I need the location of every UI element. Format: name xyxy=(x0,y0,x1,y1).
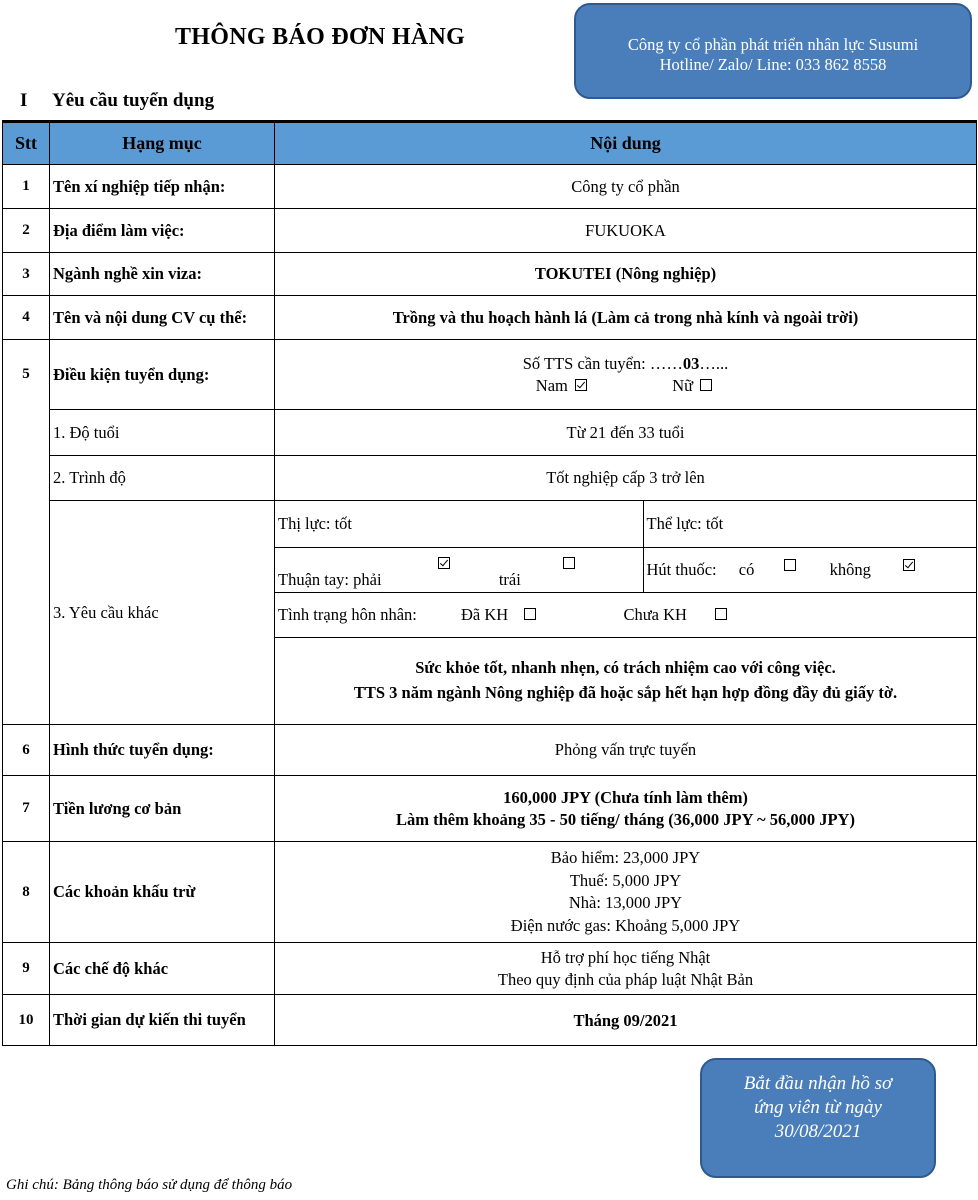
row-label: Các khoản khấu trừ xyxy=(50,842,275,943)
section-title: Yêu cầu tuyển dụng xyxy=(52,90,215,111)
smoking-label: Hút thuốc: xyxy=(646,560,717,579)
row-value: Trồng và thu hoạch hành lá (Làm cả trong nhà kính và ngoài trời) xyxy=(275,296,977,340)
row-value: FUKUOKA xyxy=(275,209,977,253)
page-title: THÔNG BÁO ĐƠN HÀNG xyxy=(175,24,466,50)
row-label: Tên xí nghiệp tiếp nhận: xyxy=(50,165,275,209)
application-line1: Bắt đầu nhận hồ sơ xyxy=(743,1073,893,1094)
row-label: Thời gian dự kiến thi tuyển xyxy=(50,995,275,1046)
table-row xyxy=(3,776,977,842)
requirements-table xyxy=(2,120,977,1046)
row-stt: 6 xyxy=(3,725,50,776)
male-checkbox[interactable] xyxy=(575,379,587,391)
table-header-row xyxy=(3,122,977,165)
smoke-yes-label: có xyxy=(738,560,755,579)
company-hotline: Hotline/ Zalo/ Line: 033 862 8558 xyxy=(659,55,887,74)
married-label: Đã KH xyxy=(460,604,509,624)
table-row xyxy=(3,501,977,725)
row-value: Tháng 09/2021 xyxy=(275,995,977,1046)
smoke-no-label: không xyxy=(829,560,871,579)
deduction-line: Nhà: 13,000 JPY xyxy=(568,893,683,912)
deduction-line: Điện nước gas: Khoảng 5,000 JPY xyxy=(510,915,741,935)
application-date: 30/08/2021 xyxy=(774,1121,862,1142)
age-label: 1. Độ tuổi xyxy=(50,410,275,456)
table-row xyxy=(3,296,977,340)
row-stt-empty xyxy=(3,501,50,725)
requirements-note-line1: Sức khỏe tốt, nhanh nhẹn, có trách nhiệm cao với công việc. xyxy=(415,658,836,678)
application-start-box xyxy=(700,1058,936,1178)
company-info-box xyxy=(574,3,972,99)
row-stt: 10 xyxy=(3,995,50,1046)
married-checkbox[interactable] xyxy=(524,608,536,620)
table-row xyxy=(3,340,977,410)
deduction-line: Bảo hiểm: 23,000 JPY xyxy=(550,848,701,867)
table-row xyxy=(3,995,977,1046)
table-row xyxy=(3,165,977,209)
smoke-no-checkbox[interactable] xyxy=(903,559,915,571)
recruit-count-suffix: …... xyxy=(699,353,729,373)
table-row xyxy=(3,842,977,943)
table-row xyxy=(3,209,977,253)
row-stt-empty xyxy=(3,456,50,501)
table-row xyxy=(3,943,977,995)
female-checkbox[interactable] xyxy=(700,379,712,391)
marital-status xyxy=(275,592,976,637)
header-category: Hạng mục xyxy=(50,122,275,165)
education-label: 2. Trình độ xyxy=(50,456,275,501)
hand-right-label: phải xyxy=(353,569,382,589)
hand-left-label: trái xyxy=(498,569,521,589)
header-content: Nội dung xyxy=(275,122,977,165)
row-label: Địa điểm làm việc: xyxy=(50,209,275,253)
table-row xyxy=(3,456,977,501)
deductions-value xyxy=(275,842,977,943)
recruit-count-value: 03 xyxy=(682,353,700,373)
row-stt: 7 xyxy=(3,776,50,842)
deduction-line: Thuế: 5,000 JPY xyxy=(569,870,682,890)
female-label: Nữ xyxy=(672,375,694,395)
application-line2: ứng viên từ ngày xyxy=(754,1097,882,1118)
row-label: Điều kiện tuyển dụng: xyxy=(50,340,275,410)
education-value: Tốt nghiệp cấp 3 trở lên xyxy=(275,456,977,501)
row-value: Công ty cổ phần xyxy=(275,165,977,209)
row-stt: 8 xyxy=(3,842,50,943)
benefit-line: Hỗ trợ phí học tiếng Nhật xyxy=(540,947,711,967)
hand-right-checkbox[interactable] xyxy=(438,557,450,569)
benefit-line: Theo quy định của pháp luật Nhật Bản xyxy=(497,969,754,989)
company-name: Công ty cổ phần phát triển nhân lực Susumi xyxy=(627,35,919,54)
handedness xyxy=(275,547,643,592)
hand-left-checkbox[interactable] xyxy=(563,557,575,569)
row-stt: 4 xyxy=(3,296,50,340)
section-heading xyxy=(20,90,214,112)
single-checkbox[interactable] xyxy=(715,608,727,620)
row-label: Hình thức tuyển dụng: xyxy=(50,725,275,776)
other-requirements-label: 3. Yêu cầu khác xyxy=(50,501,275,725)
marital-label: Tình trạng hôn nhân: xyxy=(278,604,417,624)
row-label: Tiền lương cơ bản xyxy=(50,776,275,842)
smoke-yes-checkbox[interactable] xyxy=(784,559,796,571)
other-benefits-value xyxy=(275,943,977,995)
gender-options xyxy=(275,376,976,396)
row-stt: 3 xyxy=(3,253,50,296)
table-row xyxy=(3,253,977,296)
row-value: TOKUTEI (Nông nghiệp) xyxy=(275,253,977,296)
recruit-conditions xyxy=(275,340,977,410)
single-label: Chưa KH xyxy=(623,604,687,624)
row-label: Tên và nội dung CV cụ thể: xyxy=(50,296,275,340)
male-label: Nam xyxy=(535,375,568,395)
recruit-count-prefix: Số TTS cần tuyển: …… xyxy=(522,353,683,373)
recruit-count xyxy=(275,354,976,374)
salary-line2: Làm thêm khoảng 35 - 50 tiếng/ tháng (36,000 JPY ~ 56,000 JPY) xyxy=(396,809,855,829)
other-requirements-grid xyxy=(275,501,976,723)
fitness-text: Thể lực: tốt xyxy=(643,501,976,547)
row-stt: 9 xyxy=(3,943,50,995)
footnote: Ghi chú: Bảng thông báo sử dụng để thông báo xyxy=(6,1177,293,1193)
row-stt-empty xyxy=(3,410,50,456)
other-requirements-cell xyxy=(275,501,977,725)
table-row xyxy=(3,410,977,456)
section-number: I xyxy=(20,90,28,111)
age-value: Từ 21 đến 33 tuổi xyxy=(275,410,977,456)
row-value: Phỏng vấn trực tuyến xyxy=(275,725,977,776)
salary-line1: 160,000 JPY (Chưa tính làm thêm) xyxy=(503,787,748,807)
row-stt: 2 xyxy=(3,209,50,253)
salary-value xyxy=(275,776,977,842)
requirements-note-line2: TTS 3 năm ngành Nông nghiệp đã hoặc sắp hết hạn hợp đồng đầy đủ giấy tờ. xyxy=(353,683,898,703)
smoking xyxy=(643,547,976,592)
table-row xyxy=(3,725,977,776)
handedness-label: Thuận tay: xyxy=(278,569,350,589)
requirements-note xyxy=(275,637,976,723)
vision-text: Thị lực: tốt xyxy=(275,501,643,547)
row-stt: 5 xyxy=(3,340,50,410)
row-stt: 1 xyxy=(3,165,50,209)
header-stt: Stt xyxy=(3,122,50,165)
row-label: Các chế độ khác xyxy=(50,943,275,995)
row-label: Ngành nghề xin viza: xyxy=(50,253,275,296)
